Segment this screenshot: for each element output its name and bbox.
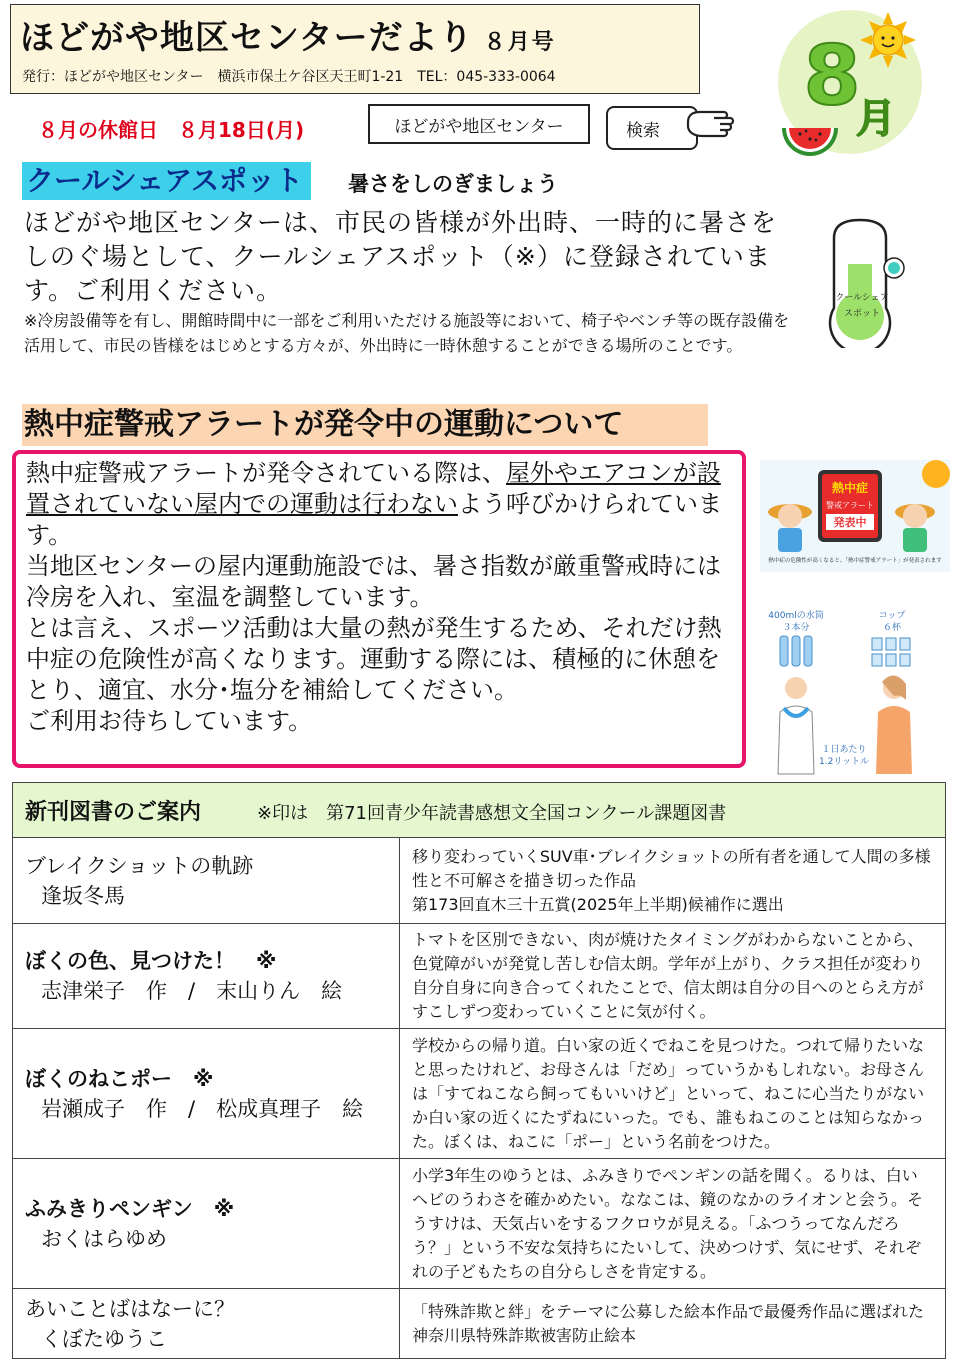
- woman-drinking-icon: [876, 675, 912, 774]
- heat-alert-heading: 熱中症警戒アラートが発令中の運動について: [22, 404, 708, 446]
- book-row: [13, 924, 946, 1029]
- title-text: ほどがや地区センターだより: [20, 18, 474, 58]
- watermelon-icon: [782, 128, 838, 156]
- svg-text:発表中: 発表中: [833, 516, 867, 529]
- book-title-cell: [13, 838, 400, 924]
- heat-alert-underlined: 屋外やエアコンが設置されていない屋内での運動は行わない: [26, 459, 721, 518]
- books-header-row: [13, 783, 946, 838]
- book-title-cell: [13, 924, 400, 1029]
- bottle-icons: [780, 636, 812, 666]
- book-author: 岩瀬成子 作 / 松成真理子 絵: [41, 1096, 364, 1121]
- water-intake-illustration: [764, 604, 924, 776]
- heat-alert-illustration: [760, 460, 950, 572]
- cool-share-body: ほどがや地区センターは、市民の皆様が外出時、一時的に暑さをしのぐ場として、クールシェアスポット（※）に登録されています。ご利用ください。: [24, 208, 778, 305]
- svg-text:熱中症の危険性が高くなると、「熱中症警戒アラート」が発表され: 熱中症の危険性が高くなると、「熱中症警戒アラート」が発表されます: [768, 558, 942, 564]
- cool-share-thermometer-icon: [812, 216, 912, 348]
- book-author: くぼたゆうこ: [41, 1326, 167, 1351]
- book-description: 移り変わっていくSUV車･ブレイクショットの所有者を通して人間の多様性と不可解さを描き切った作品 第173回直木三十五賞(2025年上半期)候補作に選出: [400, 838, 946, 924]
- svg-text:警戒アラート: 警戒アラート: [826, 501, 874, 510]
- book-title: ふみきりペンギン ※: [25, 1196, 235, 1221]
- svg-text:400mlの水筒: 400mlの水筒: [768, 611, 824, 621]
- pointing-hand-icon: [684, 100, 738, 148]
- book-title-cell: [13, 1029, 400, 1159]
- badge-month-number: 8: [803, 29, 861, 124]
- book-description: トマトを区別できない、肉が焼けたタイミングがわからないことから、色覚障がいが発覚し苦しむ信太朗。学年が上がり、クラス担任が変わり自分自身に向き合ってくれたことで、信太朗は自分の目へのとらえ方がすこしずつ変わっていくことに気が付く。: [400, 924, 946, 1029]
- book-description: 小学3年生のゆうとは、ふみきりでペンギンの話を聞く。るりは、白いヘビのうわさを確かめたい。ななこは、鏡のなかのライオンと会う。そうすけは、天気占いをするフクロウが見える。「ふつうってなんだろう？」という不安な気持ちにたいして、決めつけず、気にせず、それぞれの子どもたちの自分らしさを肯定する。: [400, 1159, 946, 1289]
- cool-share-footnote: ※冷房設備等を有し、開館時間中に一部をご利用いただける施設等において、椅子やベンチ等の既存設備を活用して、市民の皆様をはじめとする方々が、外出時に一時休憩することができる場所のことです。: [24, 311, 790, 355]
- badge-month-unit: 月: [856, 96, 896, 142]
- book-author: 逢坂冬馬: [41, 883, 125, 908]
- book-title-cell: [13, 1289, 400, 1359]
- heat-alert-body: [26, 458, 732, 737]
- svg-text:1.2リットル: 1.2リットル: [819, 757, 869, 767]
- book-title: ぼくのねこポー ※: [25, 1066, 214, 1091]
- closed-day-notice: ８月の休館日 ８月18日(月): [38, 118, 305, 142]
- book-author: 志津栄子 作 / 末山りん 絵: [41, 979, 343, 1003]
- svg-text:６杯: ６杯: [882, 623, 902, 633]
- book-description: 「特殊詐欺と絆」をテーマに公募した絵本作品で最優秀作品に選ばれた 神奈川県特殊詐欺被害防止絵本: [400, 1289, 946, 1359]
- books-heading: 新刊図書のご案内: [25, 799, 202, 825]
- cool-share-heading: クールシェアスポット: [22, 162, 311, 200]
- search-query-box: ほどがや地区センター: [368, 104, 590, 144]
- heat-alert-paragraph-1: 熱中症警戒アラートが発令されている際は、屋外やエアコンが設置されていない屋内での運動は行わないよう呼びかけられています。: [26, 459, 722, 549]
- book-title: あいことばはなーに？: [25, 1296, 235, 1321]
- book-author: おくはらゆめ: [41, 1226, 167, 1251]
- august-badge: [776, 6, 926, 156]
- search-button-label: 検索: [626, 120, 660, 141]
- book-row: [13, 838, 946, 924]
- cool-share-subheading: 暑さをしのぎましょう: [348, 172, 558, 196]
- book-title: ぼくの色、見つけた！ ※: [25, 949, 277, 973]
- heat-alert-paragraph-3: とは言え、スポーツ活動は大量の熱が発生するため、それだけ熱中症の危険性が高くなります。運動する際には、積極的に休憩をとり、適宜、水分･塩分を補給してください。: [26, 614, 722, 704]
- heat-alert-paragraph-2: 当地区センターの屋内運動施設では、暑さ指数が厳重警戒時には冷房を入れ、室温を調整しています。: [26, 552, 722, 611]
- heat-alert-paragraph-4: ご利用お待ちしています。: [26, 707, 313, 735]
- book-row: [13, 1289, 946, 1359]
- man-drinking-icon: [778, 677, 814, 774]
- book-title-cell: [13, 1159, 400, 1289]
- publisher-info: 発行：ほどがや地区センター 横浜市保土ケ谷区天王町1-21 TEL：045-333-0064: [22, 69, 556, 85]
- book-row: [13, 1029, 946, 1159]
- svg-text:３本分: ３本分: [782, 623, 810, 633]
- book-row: [13, 1159, 946, 1289]
- thermo-label-1: クールシェア: [835, 293, 889, 303]
- issue-label: ８月号: [483, 30, 556, 55]
- svg-text:熱中症: 熱中症: [831, 481, 869, 495]
- book-title: ブレイクショットの軌跡: [25, 853, 254, 878]
- thermo-label-2: スポット: [843, 309, 881, 319]
- svg-text:コップ: コップ: [878, 611, 906, 621]
- newsletter-title: [20, 10, 556, 59]
- new-books-table: [12, 782, 946, 1359]
- books-header-cell: [13, 783, 946, 838]
- books-heading-note: ※印は 第71回青少年読書感想文全国コンクール課題図書: [257, 802, 727, 824]
- book-description: 学校からの帰り道。白い家の近くでねこを見つけた。つれて帰りたいなと思ったけれど、お母さんは「だめ」っていうかもしれない。お母さんは「すてねこなら飼ってもいいけど」といって、ねこに心当たりがないか白い家の近くにたずねにいった。でも、誰もねこのことは知らなかった。ぼくは、ねこに「ポー」という名前をつけた。: [400, 1029, 946, 1159]
- sun-icon: [922, 460, 950, 488]
- svg-text:１日あたり: １日あたり: [821, 745, 867, 755]
- cup-icons: [872, 638, 910, 666]
